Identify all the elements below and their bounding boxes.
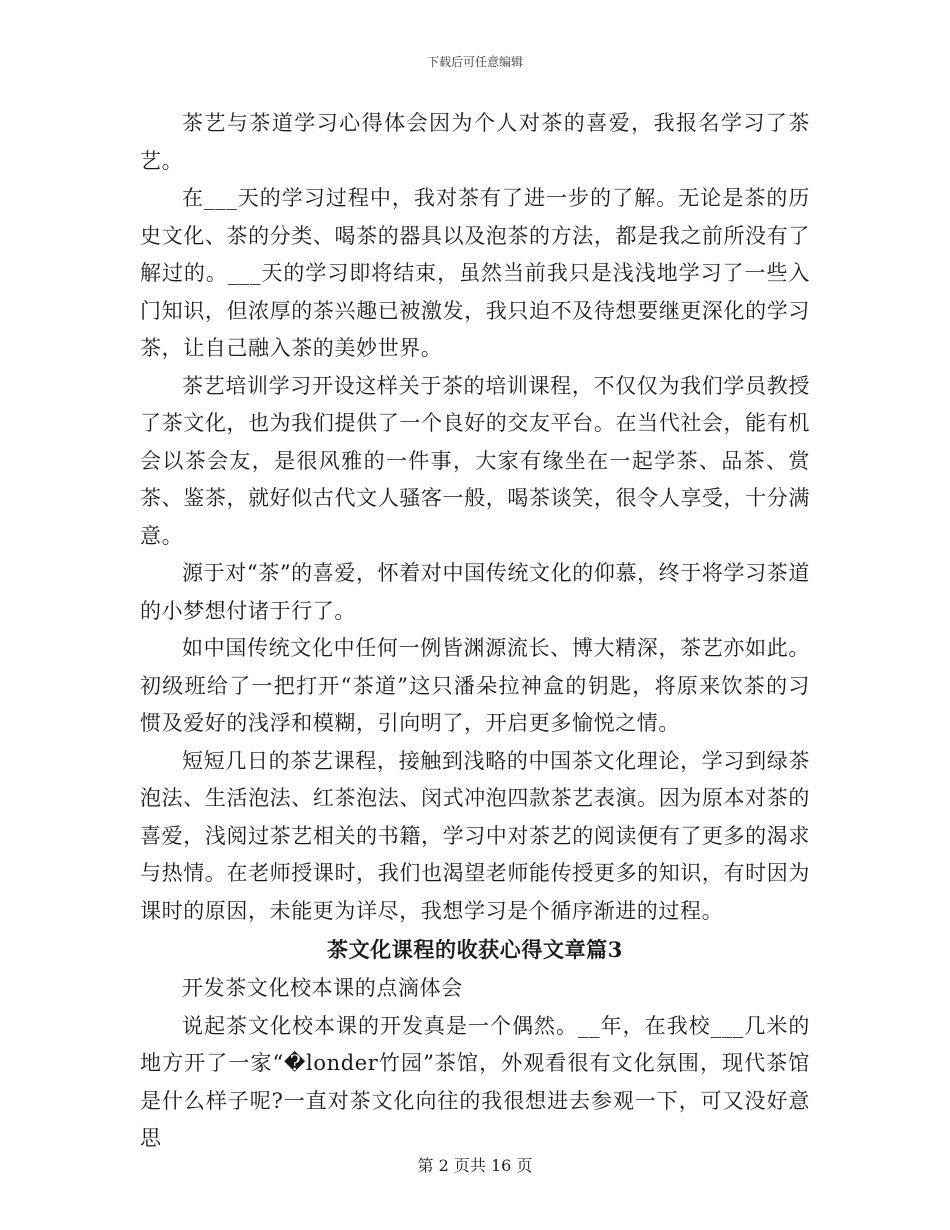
paragraph-6: 短短几日的茶艺课程，接触到浅略的中国茶文化理论，学习到绿茶泡法、生活泡法、红茶泡法、闵式冲泡四款茶艺表演。因为原本对茶的喜爱，浅阅过茶艺相关的书籍，学习中对茶艺的阅读便有了更多的渴求与热情。在老师授课时，我们也渴望老师能传授更多的知识，有时因为课时的原因，未能更为详尽，我想学习是个循序渐进的过程。 xyxy=(140,748,810,923)
page-number-footer: 第 2 页共 16 页 xyxy=(417,1156,533,1175)
section-heading: 茶文化课程的收获心得文章篇3 xyxy=(326,937,623,962)
paragraph-2: 在___天的学习过程中，我对茶有了进一步的了解。无论是茶的历史文化、茶的分类、喝茶的器具以及泡茶的方法，都是我之前所没有了解过的。___天的学习即将结束，虽然当前我只是浅浅地学习了一些入门知识，但浓厚的茶兴趣已被激发，我只迫不及待想要继更深化的学习茶，让自己融入茶的美妙世界。 xyxy=(140,186,810,360)
page-header-note: 下载后可任意编辑 xyxy=(426,55,523,69)
section-paragraph-1: 说起茶文化校本课的开发真是一个偶然。__年，在我校___几米的地方开了一家“�londer竹园”茶馆，外观看很有文化氛围，现代茶馆是什么样子呢?一直对茶文化向往的我很想进去参观一下，可又没好意思 xyxy=(140,1013,810,1150)
paragraph-4: 源于对“茶”的喜爱，怀着对中国传统文化的仰慕，终于将学习茶道的小梦想付诸于行了。 xyxy=(140,561,810,623)
paragraph-1: 茶艺与茶道学习心得体会因为个人对茶的喜爱，我报名学习了茶艺。 xyxy=(140,111,810,173)
section-subtitle: 开发茶文化校本课的点滴体会 xyxy=(182,976,463,1000)
document-body xyxy=(140,105,810,1158)
paragraph-5: 如中国传统文化中任何一例皆渊源流长、博大精深，茶艺亦如此。初级班给了一把打开“茶道”这只潘朵拉神盒的钥匙，将原来饮茶的习惯及爱好的浅浮和模糊，引向明了，开启更多愉悦之情。 xyxy=(140,636,810,735)
paragraph-3: 茶艺培训学习开设这样关于茶的培训课程，不仅仅为我们学员教授了茶文化，也为我们提供了一个良好的交友平台。在当代社会，能有机会以茶会友，是很风雅的一件事，大家有缘坐在一起学茶、品茶、赏茶、鉴茶，就好似古代文人骚客一般，喝茶谈笑，很令人享受，十分满意。 xyxy=(140,373,810,548)
